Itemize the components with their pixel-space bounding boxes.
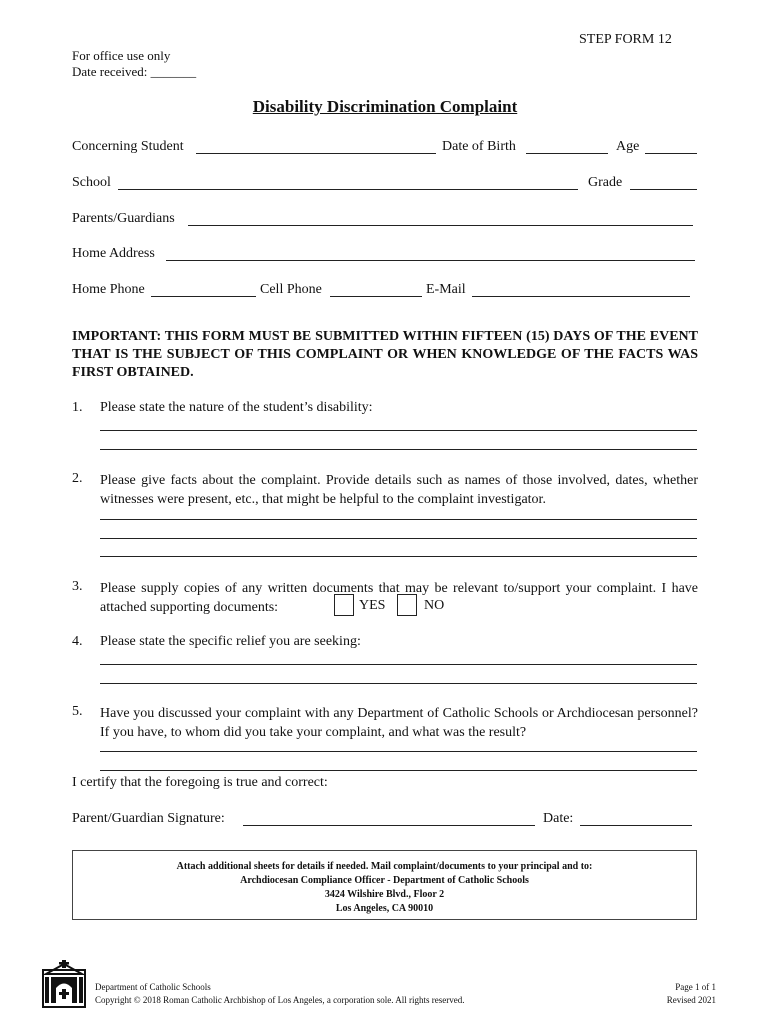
question-number: 2. xyxy=(72,471,83,486)
mail-line-3: 3424 Wilshire Blvd., Floor 2 xyxy=(324,889,445,900)
answer-line[interactable] xyxy=(100,770,697,771)
answer-line[interactable] xyxy=(100,519,697,520)
question-3-text-body: Please supply copies of any written documents that may be relevant to/support your complaint. I have attached supporting documents: xyxy=(100,581,698,615)
concerning-student-field[interactable] xyxy=(196,153,436,154)
answer-line[interactable] xyxy=(100,556,697,557)
email-field[interactable] xyxy=(472,296,690,297)
footer-department: Department of Catholic Schools xyxy=(95,982,211,992)
question-2-text: Please give facts about the complaint. Provide details such as names of those involved, dates, whether witnesses were present, etc., that might be helpful to the complaint investigator. xyxy=(100,473,698,507)
footer-revised: Revised 2021 xyxy=(666,995,716,1005)
archdiocese-church-logo-icon xyxy=(42,960,86,1008)
answer-line[interactable] xyxy=(100,683,697,684)
parents-guardians-field[interactable] xyxy=(188,225,693,226)
question-5-text: Have you discussed your complaint with any Department of Catholic Schools or Archdiocesan personnel? If you have, to whom did you take your complaint, and what was the result? xyxy=(100,706,698,740)
signature-field[interactable] xyxy=(243,825,535,826)
page-title: Disability Discrimination Complaint xyxy=(252,97,518,116)
question-4-text: Please state the specific relief you are seeking: xyxy=(100,634,361,649)
mail-line-2: Archdiocesan Compliance Officer - Department of Catholic Schools xyxy=(240,875,529,886)
important-notice: IMPORTANT: THIS FORM MUST BE SUBMITTED WITHIN FIFTEEN (15) DAYS OF THE EVENT THAT IS THE SUBJECT OF THIS COMPLAINT OR WHEN KNOWLEDGE OF THE FACTS WAS FIRST OBTAINED. xyxy=(72,329,698,380)
age-field[interactable] xyxy=(645,153,697,154)
answer-line[interactable] xyxy=(100,751,697,752)
mailing-instructions-box xyxy=(72,850,697,920)
footer-copyright: Copyright © 2018 Roman Catholic Archbishop of Los Angeles, a corporation sole. All rights reserved. xyxy=(95,995,465,1005)
home-phone-label: Home Phone xyxy=(72,282,145,297)
school-label: School xyxy=(72,175,111,190)
certify-statement: I certify that the foregoing is true and correct: xyxy=(72,775,328,790)
signature-date-field[interactable] xyxy=(580,825,692,826)
office-use-label: For office use only xyxy=(72,48,171,63)
question-number: 3. xyxy=(72,579,83,594)
cell-phone-label: Cell Phone xyxy=(260,282,322,297)
home-address-field[interactable] xyxy=(166,260,695,261)
answer-line[interactable] xyxy=(100,664,697,665)
yes-label: YES xyxy=(359,598,386,613)
parents-guardians-label: Parents/Guardians xyxy=(72,211,175,226)
mail-line-1: Attach additional sheets for details if needed. Mail complaint/documents to your principal and to: xyxy=(176,861,593,872)
grade-label: Grade xyxy=(588,175,623,190)
signature-date-label: Date: xyxy=(543,811,574,826)
question-1-text: Please state the nature of the student’s disability: xyxy=(100,400,373,415)
date-of-birth-label: Date of Birth xyxy=(442,139,516,154)
school-field[interactable] xyxy=(118,189,578,190)
concerning-student-label: Concerning Student xyxy=(72,139,184,154)
home-phone-field[interactable] xyxy=(151,296,256,297)
question-number: 4. xyxy=(72,634,83,649)
date-of-birth-field[interactable] xyxy=(526,153,608,154)
grade-field[interactable] xyxy=(630,189,697,190)
footer-page-number: Page 1 of 1 xyxy=(675,982,716,992)
email-label: E-Mail xyxy=(426,282,466,297)
home-address-label: Home Address xyxy=(72,246,155,261)
no-checkbox[interactable] xyxy=(397,594,417,616)
form-id: STEP FORM 12 xyxy=(579,32,672,47)
cell-phone-field[interactable] xyxy=(330,296,422,297)
question-number: 5. xyxy=(72,704,83,719)
answer-line[interactable] xyxy=(100,430,697,431)
no-label: NO xyxy=(424,598,445,613)
answer-line[interactable] xyxy=(100,449,697,450)
answer-line[interactable] xyxy=(100,538,697,539)
signature-label: Parent/Guardian Signature: xyxy=(72,811,225,826)
date-received-label: Date received: _______ xyxy=(72,64,197,79)
age-label: Age xyxy=(616,139,640,154)
question-number: 1. xyxy=(72,400,83,415)
yes-checkbox[interactable] xyxy=(334,594,354,616)
mail-line-4: Los Angeles, CA 90010 xyxy=(335,903,434,914)
